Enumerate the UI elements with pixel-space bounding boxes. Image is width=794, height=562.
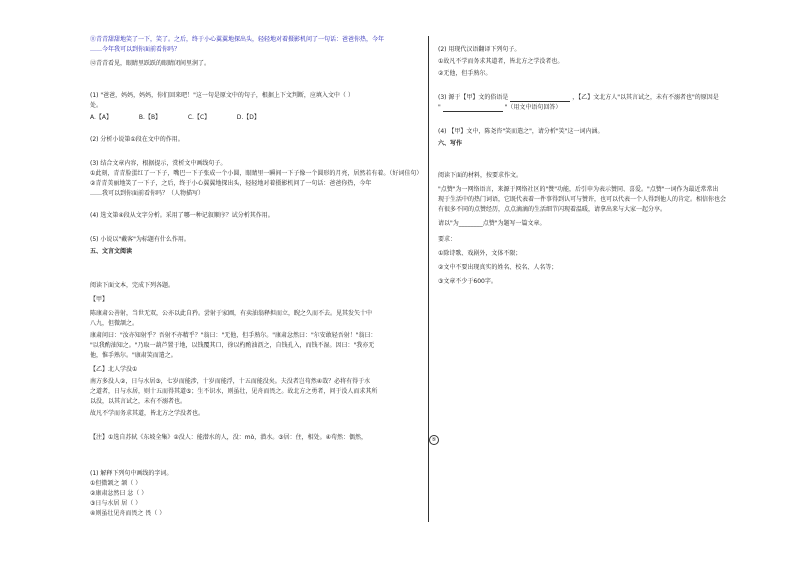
text-yi-line-3: 以没，以其言试之，未有不溺者也。: [90, 398, 187, 405]
option-a[interactable]: A.【A】: [90, 114, 113, 121]
question-12-a: ①故凡不学而务求其道者，皆北方之学没者也。: [438, 58, 564, 65]
text-jia-label: 【甲】: [90, 296, 109, 303]
question-1-options: [90, 114, 284, 122]
requirement-1: ①除诗歌、戏剧外，文体不限；: [438, 250, 522, 257]
text-jia-line-4: "以我酌油知之。"乃取一葫芦置于地，以钱覆其口，徐以杓酌油沥之，自钱孔入，而钱不湿。因曰："我亦无: [90, 342, 375, 349]
writing-material-2: 现于生活中的热门词语，它既代表着一件事得到认可与赞许，也可以代表一个人得到他人的肯定。相信你也会: [438, 196, 727, 203]
paragraph-12: ⑫青青看见，眼睛里跃跃的眼睛闭间里润了。: [90, 60, 211, 67]
question-13-mid: ，【乙】文北方人"以其言试之，未有不溺者也"的原因是: [572, 94, 719, 101]
text-jia-line-5: 他，惟手熟尔。"康肃笑而遣之。: [90, 352, 177, 359]
section-5-heading: 五、文言文阅读: [90, 248, 133, 255]
question-12: (2) 用现代汉语翻译下列句子。: [438, 46, 521, 53]
option-b[interactable]: B.【B】: [138, 114, 162, 121]
question-12-b: ②无他，但手熟尔。: [438, 70, 492, 77]
writing-material-3: 有很多不同的点赞经历，点点滴滴的生活细节闪现着温暖，请拿出来与大家一起分享。: [438, 206, 667, 213]
question-5: (5) 小说以"戴客"为标题有什么作用。: [90, 236, 190, 243]
question-3-c: ……我可以到你面前看你吗？（人物描写）: [90, 190, 205, 197]
word-item-2: ②康肃忿然曰 忿（ ）: [90, 490, 148, 497]
question-1-cont: 处。: [90, 102, 103, 109]
writing-prompt: 请以"为________点赞"为题写一篇文章。: [438, 220, 546, 227]
text-jia-line-1: 陈康肃公善射，当世无双，公亦以此自矜。尝射于家圃，有卖油翁释担而立，睨之久而不去。见其发矢十中: [90, 310, 373, 317]
question-13-quote-open: ": [438, 104, 441, 111]
option-d[interactable]: D.【D】: [236, 114, 260, 121]
question-3-b: ②青青美丽地笑了一下子，之后，终于小心翼翼地探出头，轻轻地对着摄影机问了一句话：爸爸你热，今年: [90, 180, 372, 187]
question-2: (2) 分析小说第①段在文中的作用。: [90, 136, 184, 143]
text-yi-line-1: 南方多没人②，日与水居③，七岁而能涉，十岁而能浮，十五而能没矣。夫没者岂苟然④哉？必将有得于水: [90, 378, 371, 385]
answer-blank-2[interactable]: [443, 105, 503, 112]
text-yi-label: 【乙】北人学没①: [90, 366, 138, 373]
text-jia-line-2: 八九，但微颔之。: [90, 320, 139, 327]
question-13: [438, 94, 719, 102]
column-divider: [428, 36, 429, 522]
question-1: (1) "爸爸，妈妈，妈妈，你们回来吧！"这一句是原文中的句子，根据上下文判断，应填入文中（ ）: [90, 92, 354, 99]
requirement-2: ②文中不要出现真实的姓名、校名、人名等；: [438, 264, 558, 271]
section-6-heading: 六、写作: [438, 140, 463, 147]
annotation-note: 【注】①选自苏轼《东坡全集》②没人：能潜水的人，没：mò，潜水。③居：住，相处。④苟然：偶然，: [90, 434, 368, 441]
writing-instruction: 阅读下面的材料，按要求作文。: [438, 172, 523, 179]
text-yi-line-2: 之道者，日与水居，则十五而得其道⑤；生不识水，则虽壮，见舟而畏之。故北方之勇者，问于没人而求其所: [90, 388, 378, 395]
text-yi-line-4: 故凡不学而务求其道，皆北方之学没者也。: [90, 410, 205, 417]
option-c[interactable]: C.【C】: [187, 114, 211, 121]
answer-blank-1[interactable]: [510, 95, 570, 102]
question-13-start: (3) 源于【甲】文的俗语是: [438, 94, 509, 101]
question-13-end: "（用文中语句回答）: [504, 104, 562, 111]
paragraph-11: ⑪青青甜甜地笑了一下，笑了。之后，终于小心翼翼地探出头，轻轻地对着摄影机问了一句话：爸爸你热，今年: [90, 36, 385, 43]
word-item-4: ④则虽壮见舟而畏之 畏（ ）: [90, 510, 166, 517]
text-jia-line-3: 康肃问曰："汝亦知射乎？吾射不亦精乎？"翁曰："无他，但手熟尔。"康肃忿然曰："尔安敢轻吾射！"翁曰：: [90, 332, 377, 339]
requirement-3: ③文章不少于600字。: [438, 278, 497, 285]
question-11: (1) 解释下列句中画线的字词。: [90, 470, 173, 477]
paragraph-11-cont: ……今年我可以到你面前看你吗？: [90, 46, 181, 53]
question-3-a: ①此刻，青青脸蛋红了一下子，嘴巴一下子张成一个小圆，眼睛里一瞬间一下子像一个圆形的月亮，居然若有着。（好词佳句）: [90, 170, 423, 177]
question-3: (3) 结合文章内容，根据提示，赏析文中画线句子。: [90, 160, 227, 167]
question-4: (4) 选文第④段从文字分析。采用了哪一种记叙顺序？试分析其作用。: [90, 212, 274, 219]
note-number-marker: ⑤: [429, 435, 439, 445]
writing-material-1: "点赞"为一网络语言，来源于网络社区的"赞"功能，后引申为表示赞同、喜爱。"点赞"一词作为最近常常出: [438, 186, 719, 193]
question-13-cont: [438, 104, 561, 112]
requirements-label: 要求：: [438, 236, 457, 243]
word-item-1: ①但微颔之 颔（ ）: [90, 480, 142, 487]
question-14: (4) 【甲】文中，陈尧咨"笑而遣之"，请分析"笑"这一词内涵。: [438, 128, 604, 135]
reading-instruction: 阅读下面文本，完成下列各题。: [90, 282, 175, 289]
word-item-3: ③日与水居 居（ ）: [90, 500, 142, 507]
